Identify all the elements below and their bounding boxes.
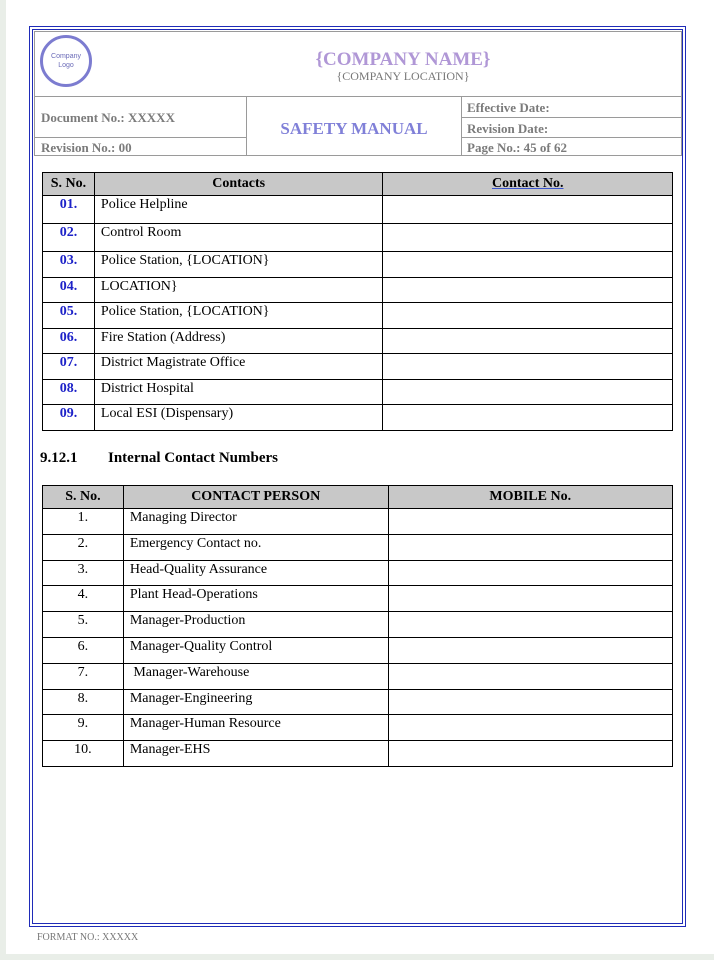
serial-number: 8. [43,689,124,715]
section-title: Internal Contact Numbers [108,450,278,466]
table-row [43,196,673,224]
serial-number: 9. [43,715,124,741]
contact-name: Police Station, {LOCATION} [94,303,383,329]
table-row [43,379,673,405]
page-gutter-left [0,0,6,960]
contact-person: Manager-Warehouse [123,663,388,689]
mobile-number [388,509,672,535]
table-row [43,405,673,431]
header-divider [461,137,681,138]
serial-number: 5. [43,612,124,638]
mobile-number [388,637,672,663]
page-gutter-bottom [0,954,714,960]
contact-number [383,303,673,329]
serial-number: 10. [43,741,124,767]
table-row [43,328,673,354]
contact-name: Police Station, {LOCATION} [94,252,383,278]
mobile-number [388,663,672,689]
section-number: 9.12.1 [40,450,78,466]
document-header [34,31,682,156]
contact-name: Police Helpline [94,196,383,224]
contact-number [383,277,673,303]
contact-person: Plant Head-Operations [123,586,388,612]
contact-number [383,328,673,354]
serial-number: 06. [43,328,95,354]
serial-number: 05. [43,303,95,329]
table-row [43,663,673,689]
table-row [43,277,673,303]
table-row [43,586,673,612]
column-header [383,173,673,196]
header-divider [35,96,681,97]
column-header-text: Contact No. [491,176,564,191]
table-row [43,560,673,586]
format-number: FORMAT NO.: XXXXX [37,932,139,943]
contact-person: Head-Quality Assurance [123,560,388,586]
table-row [43,637,673,663]
serial-number: 07. [43,354,95,380]
table-row [43,689,673,715]
section-heading [40,450,278,467]
company-location: {COMPANY LOCATION} [336,69,470,83]
serial-number: 4. [43,586,124,612]
serial-number: 1. [43,509,124,535]
mobile-number [388,715,672,741]
column-header: Contacts [94,173,383,196]
serial-number: 02. [43,224,95,252]
contact-number [383,405,673,431]
contact-name: LOCATION} [94,277,383,303]
contact-name: District Magistrate Office [94,354,383,380]
column-header: MOBILE No. [388,486,672,509]
revision-date: Revision Date: [467,121,549,136]
contact-name: District Hospital [94,379,383,405]
table-row [43,715,673,741]
page-border-inner [32,29,683,924]
table-row [43,224,673,252]
mobile-number [388,586,672,612]
header-divider [35,137,246,138]
serial-number: 7. [43,663,124,689]
table-row [43,612,673,638]
header-divider [461,96,462,155]
contact-person: Manager-Production [123,612,388,638]
document-number: Document No.: XXXXX [41,110,175,125]
logo-text: Logo [58,62,74,69]
contact-number [383,252,673,278]
column-header: S. No. [43,486,124,509]
contact-number [383,196,673,224]
table-header-row [43,173,673,196]
contact-person: Manager-EHS [123,741,388,767]
contact-person: Manager-Human Resource [123,715,388,741]
contact-person: Manager-Quality Control [123,637,388,663]
contact-number [383,379,673,405]
table-row [43,509,673,535]
mobile-number [388,612,672,638]
serial-number: 08. [43,379,95,405]
table-header-row [43,486,673,509]
table-row [43,303,673,329]
contact-number [383,354,673,380]
serial-number: 2. [43,534,124,560]
effective-date: Effective Date: [467,100,550,115]
page-number: Page No.: 45 of 62 [467,140,568,155]
logo-text: Company [51,53,81,60]
mobile-number [388,689,672,715]
contact-name: Local ESI (Dispensary) [94,405,383,431]
table-row [43,354,673,380]
serial-number: 04. [43,277,95,303]
serial-number: 6. [43,637,124,663]
external-contacts-table [42,172,673,431]
contact-person: Managing Director [123,509,388,535]
serial-number: 09. [43,405,95,431]
revision-number: Revision No.: 00 [41,140,132,155]
mobile-number [388,560,672,586]
company-name: {COMPANY NAME} [315,49,491,70]
mobile-number [388,534,672,560]
document-title: SAFETY MANUAL [280,119,428,138]
column-header: S. No. [43,173,95,196]
contact-person: Manager-Engineering [123,689,388,715]
contact-name: Fire Station (Address) [94,328,383,354]
contact-person: Emergency Contact no. [123,534,388,560]
contact-number [383,224,673,252]
internal-contacts-table [42,485,673,767]
serial-number: 01. [43,196,95,224]
table-row [43,534,673,560]
serial-number: 3. [43,560,124,586]
header-divider [461,117,681,118]
table-row [43,741,673,767]
table-row [43,252,673,278]
serial-number: 03. [43,252,95,278]
column-header: CONTACT PERSON [123,486,388,509]
contact-name: Control Room [94,224,383,252]
mobile-number [388,741,672,767]
